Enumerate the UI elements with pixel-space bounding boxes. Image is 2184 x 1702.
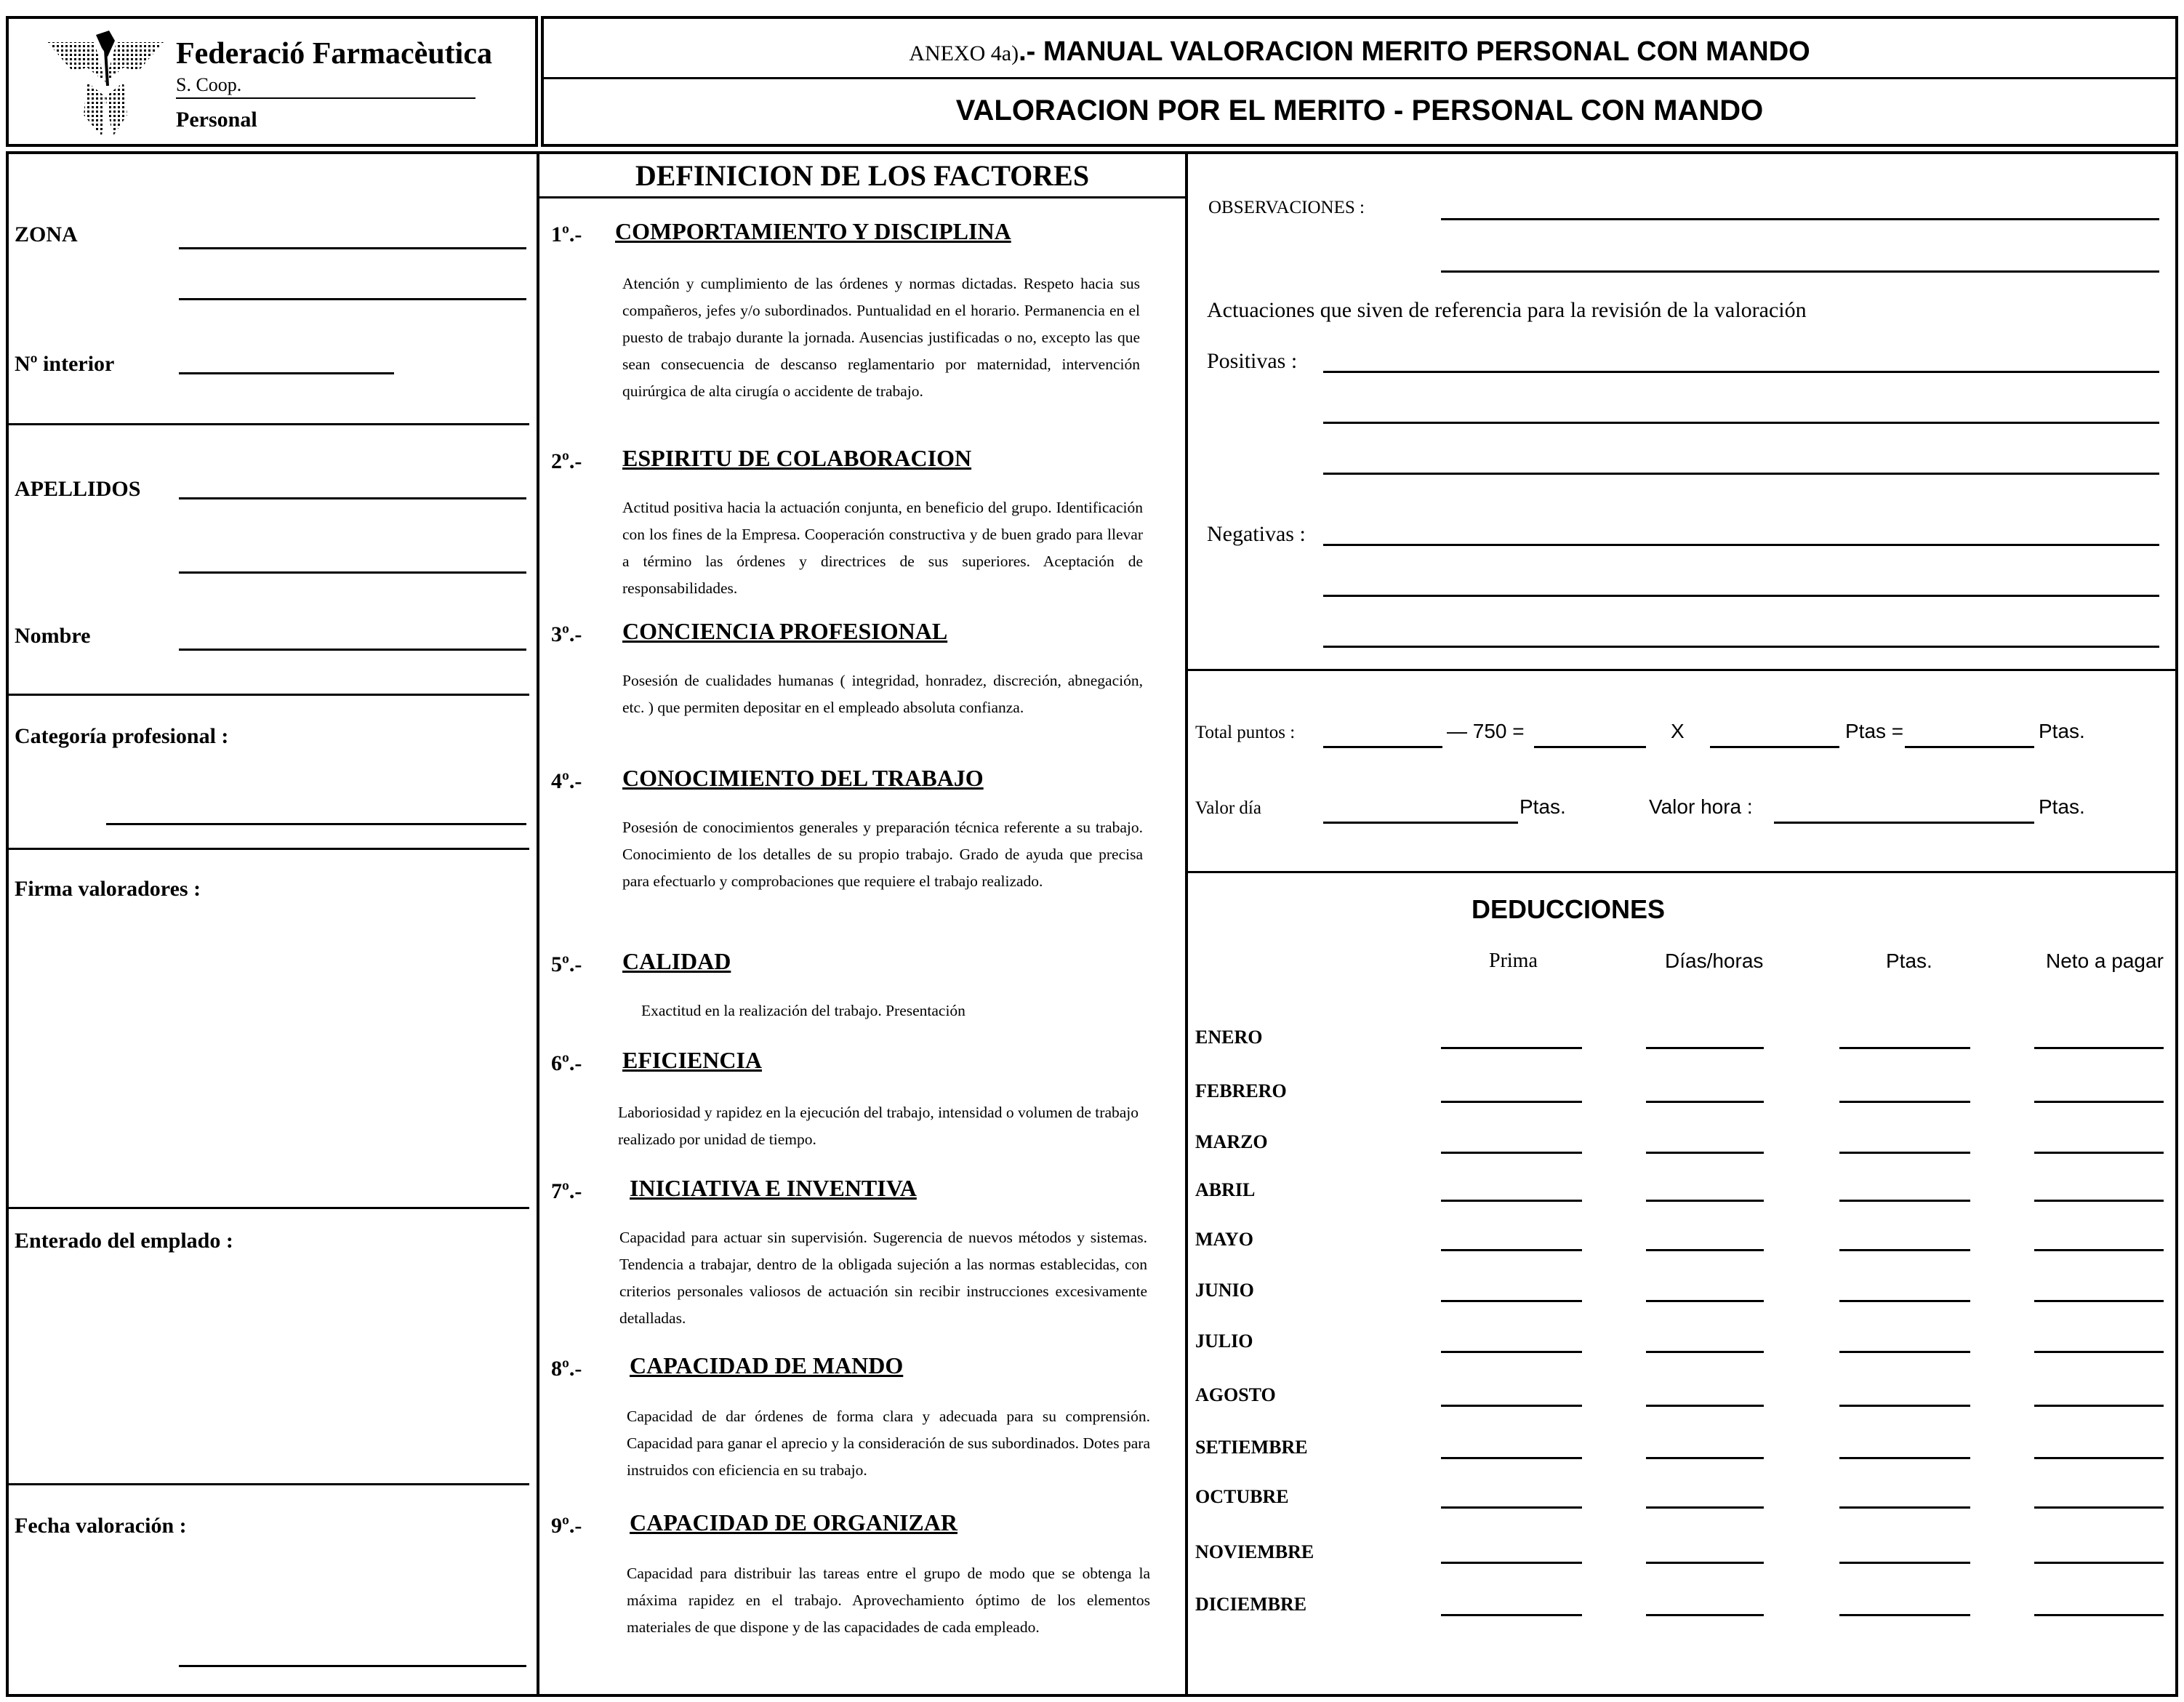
deduccion-field-dias-horas[interactable] (1646, 1152, 1764, 1154)
factor-6-number: 6º.- (551, 1051, 582, 1075)
deduccion-field-neto[interactable] (2034, 1457, 2164, 1459)
col-header-ptas: Ptas. (1886, 950, 1932, 972)
deduccion-field-prima[interactable] (1441, 1405, 1582, 1407)
logo-box (6, 16, 538, 147)
deduccion-field-neto[interactable] (2034, 1614, 2164, 1616)
deduccion-field-prima[interactable] (1441, 1047, 1582, 1049)
left-divider-3 (6, 848, 529, 850)
deduccion-field-neto[interactable] (2034, 1101, 2164, 1103)
factor-1-number: 1º.- (551, 222, 582, 246)
factor-4-description: Posesión de conocimientos generales y preparación técnica referente a su trabajo. Conocimiento de los detalles de su propio trabajo. Grado de ayuda que precisa para efectuarlo y comprobaciones que requiere el trabajo realizado. (622, 819, 1143, 890)
deduccion-field-neto[interactable] (2034, 1562, 2164, 1564)
firma-label: Firma valoradores : (15, 877, 201, 901)
factor-5-description: Exactitud en la realización del trabajo. Presentación (641, 1002, 965, 1019)
deduccion-field-ptas[interactable] (1839, 1457, 1970, 1459)
observaciones-field-2[interactable] (1441, 270, 2159, 273)
positivas-field-1[interactable] (1323, 371, 2159, 373)
n-interior-label: Nº interior (15, 352, 115, 376)
factor-7-title: INICIATIVA E INVENTIVA (630, 1175, 917, 1201)
month-label-febrero: FEBRERO (1195, 1080, 1287, 1101)
month-label-diciembre: DICIEMBRE (1195, 1594, 1307, 1615)
factor-1-description: Atención y cumplimiento de las órdenes y normas dictadas. Respeto hacia sus compañeros, jefes y/o subordinados. Puntualidad en el horario. Permanencia en el puesto de trabajo durante la jornada. Ausencias justificadas o no, excepto las que sean consecuencia de descanso reglamentario por maternidad, intervención quirúrgica de alta cirugía o accidente de trabajo. (622, 275, 1140, 400)
deduccion-field-ptas[interactable] (1839, 1614, 1970, 1616)
factor-6-description: Laboriosidad y rapidez en la ejecución del trabajo, intensidad o volumen de trabajo realizado por unidad de tiempo. (618, 1104, 1139, 1148)
n-interior-field[interactable] (179, 372, 394, 374)
deduccion-field-neto[interactable] (2034, 1300, 2164, 1302)
categoria-field[interactable] (106, 823, 526, 825)
negativas-field-1[interactable] (1323, 544, 2159, 546)
deduccion-field-ptas[interactable] (1839, 1101, 1970, 1103)
annex-title: .- MANUAL VALORACION MERITO PERSONAL CON MANDO (1019, 36, 1810, 67)
positivas-field-2[interactable] (1323, 422, 2159, 424)
deduccion-field-dias-horas[interactable] (1646, 1249, 1764, 1251)
deduccion-field-ptas[interactable] (1839, 1351, 1970, 1353)
deduccion-field-dias-horas[interactable] (1646, 1200, 1764, 1202)
deduccion-field-dias-horas[interactable] (1646, 1506, 1764, 1509)
month-label-noviembre: NOVIEMBRE (1195, 1541, 1314, 1562)
factor-2-number: 2º.- (551, 449, 582, 473)
deduccion-field-ptas[interactable] (1839, 1405, 1970, 1407)
deduccion-field-prima[interactable] (1441, 1351, 1582, 1353)
deduccion-field-prima[interactable] (1441, 1249, 1582, 1251)
factor-9-number: 9º.- (551, 1514, 582, 1538)
factor-3-title: CONCIENCIA PROFESIONAL (622, 618, 948, 644)
deduccion-field-dias-horas[interactable] (1646, 1457, 1764, 1459)
factor-9-title: CAPACIDAD DE ORGANIZAR (630, 1509, 957, 1536)
minus-750-label: — 750 = (1447, 720, 1525, 742)
deduccion-field-dias-horas[interactable] (1646, 1047, 1764, 1049)
month-label-octubre: OCTUBRE (1195, 1486, 1289, 1507)
left-divider-2 (6, 694, 529, 696)
right-divider-1 (1188, 669, 2178, 671)
annex-label: ANEXO 4a) (909, 41, 1019, 65)
factors-title-divider (539, 196, 1185, 198)
deduccion-field-ptas[interactable] (1839, 1047, 1970, 1049)
deduccion-field-neto[interactable] (2034, 1152, 2164, 1154)
valor-dia-field[interactable] (1323, 822, 1518, 824)
apellidos-label: APELLIDOS (15, 477, 141, 501)
factor-9-description: Capacidad para distribuir las tareas entre el grupo de modo que se obtenga la máxima rapidez en el trabajo. Aprovechamiento óptimo de los elementos materiales de que dispone y de las capacidades de cada empleado. (627, 1565, 1150, 1636)
factor-7-number: 7º.- (551, 1179, 582, 1203)
month-label-enero: ENERO (1195, 1027, 1263, 1048)
month-label-junio: JUNIO (1195, 1280, 1254, 1301)
total-puntos-field[interactable] (1323, 746, 1442, 748)
observaciones-field-1[interactable] (1441, 218, 2159, 220)
deducciones-title: DEDUCCIONES (1472, 894, 1666, 924)
total-ptas-unit: Ptas. (2039, 720, 2085, 742)
deduccion-field-dias-horas[interactable] (1646, 1101, 1764, 1103)
col-header-neto: Neto a pagar (2046, 950, 2164, 972)
deduccion-field-dias-horas[interactable] (1646, 1300, 1764, 1302)
factor-8-title: CAPACIDAD DE MANDO (630, 1352, 904, 1378)
ptas-eq-label: Ptas = (1845, 720, 1904, 742)
org-sub: S. Coop. (176, 74, 242, 95)
org-divider (176, 97, 475, 99)
factor-5-number: 5º.- (551, 952, 582, 976)
negativas-field-3[interactable] (1323, 646, 2159, 648)
observaciones-label: OBSERVACIONES : (1208, 198, 1365, 217)
apellidos-field-2[interactable] (179, 571, 526, 574)
fecha-label: Fecha valoración : (15, 1514, 187, 1538)
actuaciones-label: Actuaciones que siven de referencia para la revisión de la valoración (1207, 298, 1807, 322)
deduccion-field-prima[interactable] (1441, 1457, 1582, 1459)
title-box (541, 16, 2178, 147)
deduccion-field-ptas[interactable] (1839, 1562, 1970, 1564)
puntos-result-field[interactable] (1534, 746, 1646, 748)
deduccion-field-prima[interactable] (1441, 1152, 1582, 1154)
deduccion-field-ptas[interactable] (1839, 1200, 1970, 1202)
fecha-field[interactable] (179, 1665, 526, 1667)
factor-3-number: 3º.- (551, 622, 582, 646)
deduccion-field-ptas[interactable] (1839, 1249, 1970, 1251)
title-divider (544, 77, 2175, 79)
deduccion-field-dias-horas[interactable] (1646, 1614, 1764, 1616)
deduccion-field-neto[interactable] (2034, 1200, 2164, 1202)
deduccion-field-prima[interactable] (1441, 1300, 1582, 1302)
factor-8-number: 8º.- (551, 1357, 582, 1381)
form-subtitle: VALORACION POR EL MERITO - PERSONAL CON MANDO (955, 95, 1764, 127)
factor-6-title: EFICIENCIA (622, 1047, 763, 1073)
zona-label: ZONA (15, 222, 78, 246)
total-puntos-label: Total puntos : (1195, 723, 1296, 742)
total-ptas-field[interactable] (1905, 746, 2034, 748)
annex-title-row (544, 36, 2175, 68)
factor-8-description: Capacidad de dar órdenes de forma clara y adecuada para su comprensión. Capacidad para ganar el aprecio y la consideración de sus subordinados. Dotes para instruidos con eficiencia en su trabajo. (627, 1408, 1150, 1479)
factor-1-title: COMPORTAMIENTO Y DISCIPLINA (615, 218, 1011, 244)
factor-7-description: Capacidad para actuar sin supervisión. Sugerencia de nuevos métodos y sistemas. Tendencia a trabajar, dentro de la obligada sujeción a las normas establecidas, con criterios personales valiosos de actuación sin recibir instrucciones excesivamente detalladas. (619, 1229, 1147, 1327)
org-name: Federació Farmacèutica (176, 37, 492, 71)
factor-2-description: Actitud positiva hacia la actuación conjunta, en beneficio del grupo. Identificación con los fines de la Empresa. Cooperación constructiva y de buen grado para llevar a término las órdenes y directrices de sus superiores. Aceptación de responsabilidades. (622, 499, 1143, 597)
valor-hora-label: Valor hora : (1649, 795, 1753, 818)
deduccion-field-dias-horas[interactable] (1646, 1405, 1764, 1407)
deduccion-field-dias-horas[interactable] (1646, 1351, 1764, 1353)
left-divider-4 (6, 1207, 529, 1209)
month-label-mayo: MAYO (1195, 1229, 1253, 1250)
zona-field-2[interactable] (179, 298, 526, 300)
positivas-label: Positivas : (1207, 349, 1298, 373)
deduccion-field-prima[interactable] (1441, 1506, 1582, 1509)
multiplier-field[interactable] (1710, 746, 1839, 748)
deduccion-field-neto[interactable] (2034, 1047, 2164, 1049)
valor-hora-field[interactable] (1774, 822, 2034, 824)
deduccion-field-ptas[interactable] (1839, 1300, 1970, 1302)
zona-field[interactable] (179, 247, 526, 249)
pharmacy-logo-icon (44, 28, 167, 144)
categoria-label: Categoría profesional : (15, 724, 229, 748)
nombre-field[interactable] (179, 649, 526, 651)
deduccion-field-prima[interactable] (1441, 1614, 1582, 1616)
deduccion-field-neto[interactable] (2034, 1506, 2164, 1509)
apellidos-field[interactable] (179, 497, 526, 499)
factor-4-title: CONOCIMIENTO DEL TRABAJO (622, 765, 984, 791)
month-label-agosto: AGOSTO (1195, 1384, 1276, 1405)
col-header-prima: Prima (1489, 950, 1538, 972)
deduccion-field-dias-horas[interactable] (1646, 1562, 1764, 1564)
negativas-label: Negativas : (1207, 522, 1306, 546)
valor-hora-unit: Ptas. (2039, 795, 2085, 818)
deduccion-field-ptas[interactable] (1839, 1152, 1970, 1154)
valor-dia-unit: Ptas. (1519, 795, 1566, 818)
month-label-setiembre: SETIEMBRE (1195, 1437, 1308, 1458)
month-label-abril: ABRIL (1195, 1179, 1256, 1200)
month-label-julio: JULIO (1195, 1330, 1253, 1352)
right-divider-2 (1188, 871, 2178, 873)
left-divider-1 (6, 423, 529, 425)
month-label-marzo: MARZO (1195, 1131, 1268, 1152)
factors-title: DEFINICION DE LOS FACTORES (635, 159, 1090, 192)
deduccion-field-prima[interactable] (1441, 1200, 1582, 1202)
negativas-field-2[interactable] (1323, 595, 2159, 597)
left-divider-5 (6, 1483, 529, 1485)
times-label: X (1671, 720, 1685, 742)
factor-4-number: 4º.- (551, 769, 582, 793)
factor-3-description: Posesión de cualidades humanas ( integridad, honradez, discreción, abnegación, etc. ) que permiten depositar en el empleado absoluta confianza. (622, 672, 1143, 716)
enterado-label: Enterado del emplado : (15, 1229, 233, 1253)
deduccion-field-ptas[interactable] (1839, 1506, 1970, 1509)
col-header-dias-horas: Días/horas (1665, 950, 1764, 972)
deduccion-field-neto[interactable] (2034, 1249, 2164, 1251)
positivas-field-3[interactable] (1323, 473, 2159, 475)
factor-2-title: ESPIRITU DE COLABORACION (622, 445, 972, 471)
deduccion-field-prima[interactable] (1441, 1101, 1582, 1103)
nombre-label: Nombre (15, 624, 91, 648)
factor-5-title: CALIDAD (622, 948, 731, 974)
valor-dia-label: Valor día (1195, 798, 1261, 818)
deduccion-field-neto[interactable] (2034, 1405, 2164, 1407)
deduccion-field-neto[interactable] (2034, 1351, 2164, 1353)
deduccion-field-prima[interactable] (1441, 1562, 1582, 1564)
org-dept: Personal (176, 108, 257, 132)
